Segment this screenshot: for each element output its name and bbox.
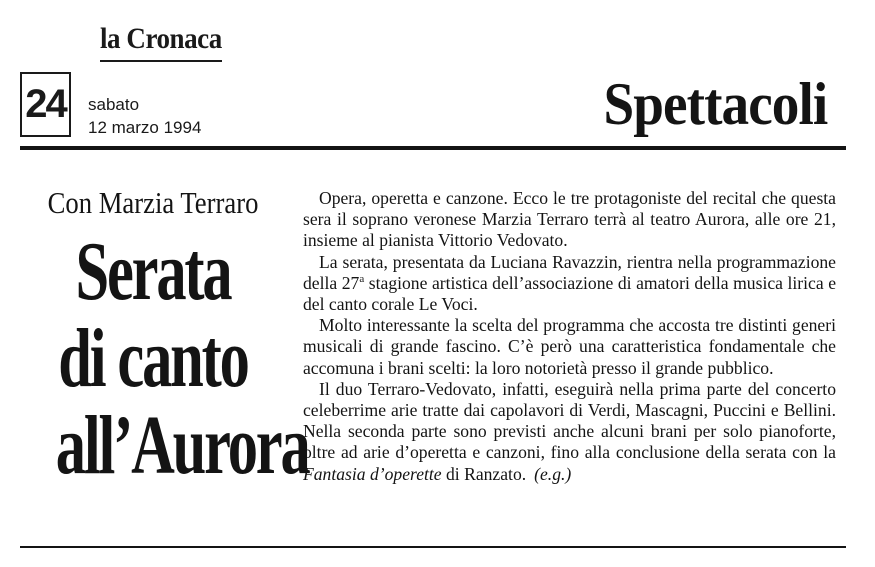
article-paragraph: Opera, operetta e canzone. Ecco le tre protagoniste del recital che questa sera il soprano veronese Marzia Terraro terrà al teatro Aurora, alle ore 21, insieme al pianista Vittorio Vedovato.: [303, 188, 836, 251]
issue-day: sabato: [88, 95, 140, 114]
article-paragraph: Molto interessante la scelta del programma che accosta tre distinti generi musicali di grande fascino. C’è però una caratteristica fondamentale che accomuna i brani scelti: la loro notorietà presso il grande pubblico.: [303, 315, 836, 378]
article-paragraph: La serata, presentata da Luciana Ravazzin, rientra nella programmazione della 27$^a$ stagione artistica dell’associazione di amatori della musica lirica e del canto corale Le Voci.: [303, 251, 837, 315]
article-paragraph: Il duo Terraro-Vedovato, infatti, eseguirà nella prima parte del concerto celeberrime arie tratte dai capolavori di Verdi, Mascagni, Puccini e Bellini. Nella seconda parte sono previsti anche alcuni brani per solo pianoforte, oltre ad arie d’operetta e canzoni, fino alla conclusione della serata con la Fantasia d’operette di Ranzato. (e.g.): [303, 378, 836, 484]
ordinal-superscript: a: [359, 272, 365, 285]
headline-line-2: di canto: [58, 312, 248, 405]
bleed-through-text: [300, 30, 840, 70]
section-title: Spettacoli: [603, 71, 827, 137]
footer-divider: [20, 546, 846, 548]
masthead-underline: [100, 60, 222, 62]
article-headline: [18, 225, 309, 492]
issue-date: 12 marzo 1994: [88, 118, 202, 137]
header-divider: [20, 146, 846, 150]
newspaper-masthead: la Cronaca: [100, 22, 222, 55]
article-body: [303, 188, 836, 485]
headline-line-1: Serata: [75, 225, 231, 318]
headline-line-3: all’Aurora: [55, 399, 309, 492]
page-number: 24: [20, 72, 71, 137]
author-signature: (e.g.): [534, 463, 572, 484]
work-title: Fantasia d’operette: [303, 463, 442, 484]
article-kicker: Con Marzia Terraro: [47, 185, 259, 220]
